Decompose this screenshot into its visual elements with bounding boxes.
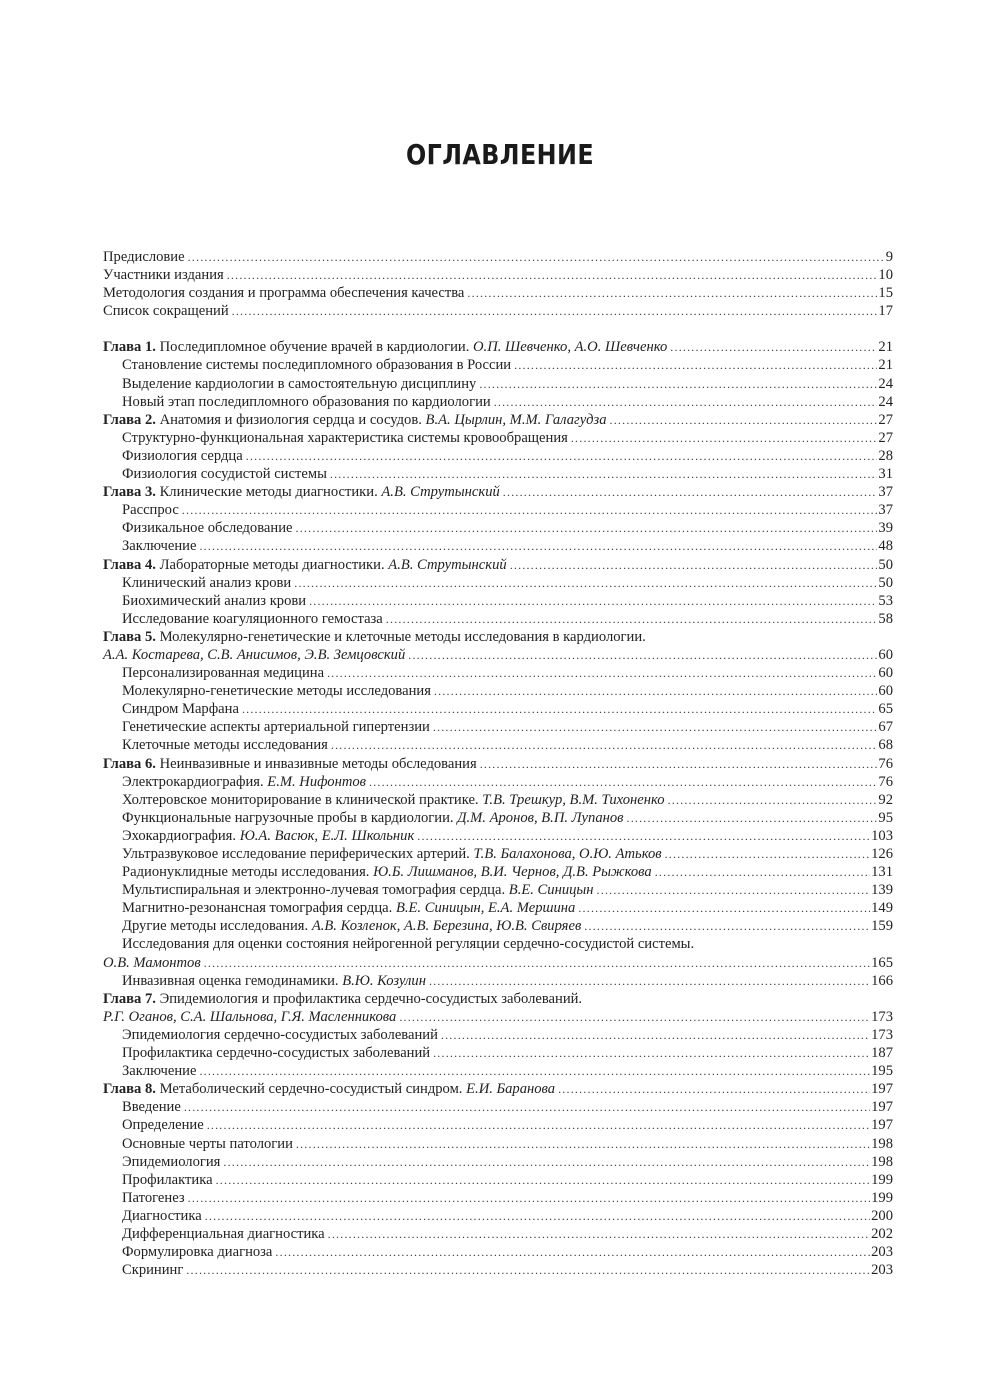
section-entry[interactable]: Профилактика ..... 199 [103, 1171, 893, 1189]
chapter-authors: Е.И. Баранова [466, 1081, 556, 1098]
page-number: 24 [878, 375, 893, 392]
chapter-authors: О.П. Шевченко, А.О. Шевченко [473, 339, 668, 356]
section-authors: Т.В. Балахонова, О.Ю. Атьков [473, 846, 662, 862]
section-entry[interactable]: Физиология сердца ..... 28 [103, 447, 893, 465]
page-number: 60 [878, 646, 893, 663]
section-entry[interactable]: Эхокардиография. Ю.А. Васюк, Е.Л. Школьник ..... 103 [103, 827, 893, 845]
page-number: 197 [871, 1117, 893, 1134]
section-entry[interactable]: Новый этап последипломного образования по кардиологии ..... 24 [103, 393, 893, 411]
dot-leader [205, 1207, 870, 1225]
section-authors: Ю.Б. Лишманов, В.И. Чернов, Д.В. Рыжкова [373, 864, 652, 881]
section-entry[interactable]: Структурно-функциональная характеристика системы кровообращения ..... 27 [103, 429, 893, 447]
chapter-entry[interactable] [103, 755, 893, 773]
section-entry[interactable]: Физиология сосудистой системы ..... 31 [103, 465, 893, 483]
dot-leader [494, 393, 878, 411]
chapter-entry[interactable] [103, 411, 893, 429]
section-authors: Е.М. Нифонтов [267, 773, 367, 790]
table-of-contents [103, 248, 893, 1279]
page-number: 76 [878, 755, 893, 772]
section-entry[interactable]: Генетические аспекты артериальной гипертензии ..... 67 [103, 718, 893, 736]
section-entry[interactable]: Мультиспиральная и электронно-лучевая томография сердца. В.Е. Синицын ..... 139 [103, 881, 893, 899]
section-entry[interactable]: Основные черты патологии ..... 198 [103, 1135, 893, 1153]
section-entry[interactable]: Клеточные методы исследования ..... 68 [103, 736, 893, 754]
section-authors: О.В. Мамонтов [103, 954, 201, 971]
page-number: 159 [871, 918, 893, 935]
dot-leader [610, 411, 878, 429]
section-entry[interactable]: Биохимический анализ крови ..... 53 [103, 592, 893, 610]
dot-leader [188, 248, 885, 266]
dot-leader [479, 375, 877, 393]
section-entry[interactable]: Клинический анализ крови ..... 50 [103, 574, 893, 592]
page-number: 197 [871, 1099, 893, 1116]
dot-leader [510, 556, 878, 574]
chapter-entry[interactable] [103, 1080, 893, 1098]
section-authors: В.Е. Синицын [508, 882, 594, 899]
chapter-label: Глава 1. [103, 339, 156, 356]
dot-leader [223, 1153, 870, 1171]
chapter-label: Глава 3. [103, 484, 156, 501]
page-number: 37 [878, 502, 893, 519]
dot-leader [199, 537, 877, 555]
dot-leader [417, 827, 870, 845]
section-entry[interactable]: Диагностика ..... 200 [103, 1207, 893, 1225]
dot-leader [232, 302, 878, 320]
toc-entry[interactable]: Методология создания и программа обеспечения качества ..... 15 [103, 284, 893, 302]
chapter-label: Глава 4. [103, 556, 156, 573]
page-number: 203 [871, 1262, 893, 1279]
dot-leader [578, 899, 870, 917]
page-number: 21 [878, 339, 893, 356]
chapter-label: Глава 6. [103, 755, 156, 772]
page-number: 165 [871, 954, 893, 971]
section-entry[interactable]: Радионуклидные методы исследования. Ю.Б. Лишманов, В.И. Чернов, Д.В. Рыжкова ..... 131 [103, 863, 893, 881]
dot-leader [558, 1080, 870, 1098]
dot-leader [369, 773, 877, 791]
page-number: 10 [878, 267, 893, 284]
chapter-authors: А.А. Костарева, С.В. Анисимов, Э.В. Земцовский [103, 646, 406, 663]
dot-leader [199, 1062, 870, 1080]
dot-leader [480, 755, 878, 773]
page-number: 68 [878, 737, 893, 754]
section-entry[interactable]: Заключение ..... 48 [103, 537, 893, 555]
page-number: 60 [878, 665, 893, 682]
page-number: 48 [878, 538, 893, 555]
chapter-entry[interactable] [103, 556, 893, 574]
dot-leader [433, 718, 878, 736]
page-number: 27 [878, 429, 893, 446]
page-number: 131 [871, 864, 893, 881]
page-number: 199 [871, 1189, 893, 1206]
dot-leader [207, 1116, 870, 1134]
chapter-title: Метаболический сердечно-сосудистый синдром. [159, 1081, 463, 1098]
page-number: 197 [871, 1081, 893, 1098]
chapter-authors: А.В. Струтынский [381, 484, 500, 501]
page-title: ОГЛАВЛЕНИЕ [405, 138, 595, 171]
page-number: 199 [871, 1171, 893, 1188]
page-number: 76 [878, 773, 893, 790]
section-entry[interactable]: Скрининг ..... 203 [103, 1261, 893, 1279]
page-number: 202 [871, 1225, 893, 1242]
page-number: 24 [878, 393, 893, 410]
section-entry[interactable]: Молекулярно-генетические методы исследования ..... 60 [103, 682, 893, 700]
section-entry[interactable]: Определение ..... 197 [103, 1116, 893, 1134]
page-number: 166 [871, 972, 893, 989]
page-number: 50 [878, 556, 893, 573]
toc-entry[interactable]: Участники издания ..... 10 [103, 266, 893, 284]
dot-leader [655, 863, 870, 881]
page-number: 198 [871, 1153, 893, 1170]
dot-leader [309, 592, 877, 610]
section-entry[interactable]: Введение ..... 197 [103, 1098, 893, 1116]
dot-leader [296, 1135, 870, 1153]
chapter-authors: Р.Г. Оганов, С.А. Шальнова, Г.Я. Масленникова [103, 1008, 397, 1025]
dot-leader [296, 519, 878, 537]
section-entry[interactable]: Магнитно-резонансная томография сердца. В.Е. Синицын, Е.А. Мершина ..... 149 [103, 899, 893, 917]
section-authors: А.В. Козленок, А.В. Березина, Ю.В. Свиряев [311, 918, 582, 935]
dot-leader [584, 917, 870, 935]
dot-leader [434, 682, 877, 700]
dot-leader [331, 736, 878, 754]
section-authors: Д.М. Аронов, В.П. Лупанов [457, 809, 624, 826]
dot-leader [665, 845, 871, 863]
dot-leader [668, 791, 878, 809]
dot-leader [186, 1261, 870, 1279]
section-entry[interactable]: Профилактика сердечно-сосудистых заболеваний ..... 187 [103, 1044, 893, 1062]
page-number: 103 [871, 827, 893, 844]
page-number: 28 [878, 447, 893, 464]
dot-leader [204, 954, 870, 972]
section-authors: В.Ю. Козулин [342, 972, 426, 989]
dot-leader [503, 483, 878, 501]
section-entry[interactable]: Дифференциальная диагностика ..... 202 [103, 1225, 893, 1243]
page-number: 139 [871, 882, 893, 899]
chapter-entry[interactable] [103, 338, 893, 356]
section-entry[interactable]: Исследование коагуляционного гемостаза ..... 58 [103, 610, 893, 628]
section-authors: Ю.А. Васюк, Е.Л. Школьник [239, 827, 415, 844]
dot-leader [275, 1243, 870, 1261]
dot-leader [188, 1189, 870, 1207]
dot-leader [399, 1008, 870, 1026]
dot-leader [182, 501, 878, 519]
dot-leader [246, 447, 878, 465]
section-authors: Т.В. Трешкур, В.М. Тихоненко [482, 791, 665, 808]
dot-leader [227, 266, 878, 284]
dot-leader [597, 881, 871, 899]
page-number: 37 [878, 484, 893, 501]
dot-leader [670, 338, 877, 356]
page-number: 195 [871, 1063, 893, 1080]
dot-leader [242, 700, 877, 718]
chapter-entry[interactable] [103, 628, 893, 646]
dot-leader [408, 646, 877, 664]
section-entry[interactable]: Электрокардиография. Е.М. Нифонтов ..... 76 [103, 773, 893, 791]
page-number: 53 [878, 592, 893, 609]
page-number: 15 [878, 285, 893, 302]
section-entry[interactable]: Эпидемиология сердечно-сосудистых заболеваний ..... 173 [103, 1026, 893, 1044]
section-entry[interactable]: Инвазивная оценка гемодинамики. В.Ю. Козулин ..... 166 [103, 972, 893, 990]
section-entry[interactable]: Формулировка диагноза ..... 203 [103, 1243, 893, 1261]
dot-leader [441, 1026, 870, 1044]
chapter-entry[interactable] [103, 483, 893, 501]
page-number: 58 [878, 610, 893, 627]
page-number: 60 [878, 683, 893, 700]
page-number: 17 [878, 303, 893, 320]
chapter-entry-continued[interactable] [103, 646, 893, 664]
toc-entry[interactable]: Список сокращений ..... 17 [103, 302, 893, 320]
section-entry[interactable]: Выделение кардиологии в самостоятельную дисциплину ..... 24 [103, 375, 893, 393]
chapter-title: Клинические методы диагностики. [159, 484, 378, 501]
chapter-authors: А.В. Струтынский [388, 556, 507, 573]
chapter-title: Эпидемиология и профилактика сердечно-сосудистых заболеваний. [159, 990, 583, 1007]
dot-leader [429, 972, 870, 990]
section-authors: В.Е. Синицын, Е.А. Мершина [395, 900, 576, 917]
section-entry[interactable]: Заключение ..... 195 [103, 1062, 893, 1080]
section-entry[interactable]: Физикальное обследование ..... 39 [103, 519, 893, 537]
chapter-authors: В.А. Цырлин, М.М. Галагудза [425, 411, 607, 428]
page-number: 67 [878, 719, 893, 736]
page-number: 198 [871, 1135, 893, 1152]
chapter-label: Глава 5. [103, 628, 156, 645]
chapter-title: Неинвазивные и инвазивные методы обследования [159, 755, 477, 772]
page-number: 65 [878, 701, 893, 718]
section-entry-continued[interactable] [103, 954, 893, 972]
page-number: 21 [878, 357, 893, 374]
chapter-title: Лабораторные методы диагностики. [159, 556, 385, 573]
chapter-entry-continued[interactable] [103, 1008, 893, 1026]
chapter-title: Молекулярно-генетические и клеточные методы исследования в кардиологии. [159, 628, 646, 645]
dot-leader [467, 284, 877, 302]
dot-leader [627, 809, 878, 827]
dot-leader [184, 1098, 870, 1116]
dot-leader [328, 1225, 870, 1243]
chapter-title: Последипломное обучение врачей в кардиологии. [159, 339, 470, 356]
section-entry[interactable]: Холтеровское мониторирование в клинической практике. Т.В. Трешкур, В.М. Тихоненко ..... 92 [103, 791, 893, 809]
section-entry[interactable]: Персонализированная медицина ..... 60 [103, 664, 893, 682]
chapter-title: Анатомия и физиология сердца и сосудов. [159, 411, 422, 428]
section-entry[interactable]: Становление системы последипломного образования в России ..... 21 [103, 356, 893, 374]
page-number: 39 [878, 520, 893, 537]
dot-leader [216, 1171, 871, 1189]
section-entry[interactable]: Патогенез ..... 199 [103, 1189, 893, 1207]
page-number: 173 [871, 1026, 893, 1043]
page-number: 27 [878, 411, 893, 428]
dot-leader [514, 356, 877, 374]
dot-leader [386, 610, 878, 628]
dot-leader [330, 465, 878, 483]
section-entry[interactable]: Эпидемиология ..... 198 [103, 1153, 893, 1171]
chapter-label: Глава 2. [103, 411, 156, 428]
chapter-label: Глава 8. [103, 1081, 156, 1098]
dot-leader [571, 429, 878, 447]
page-number: 173 [871, 1008, 893, 1025]
toc-entry[interactable]: Предисловие ..... 9 [103, 248, 893, 266]
page-number: 31 [878, 466, 893, 483]
dot-leader [294, 574, 877, 592]
section-entry[interactable]: Другие методы исследования. А.В. Козленок, А.В. Березина, Ю.В. Свиряев ..... 159 [103, 917, 893, 935]
section-entry[interactable]: Функциональные нагрузочные пробы в кардиологии. Д.М. Аронов, В.П. Лупанов ..... 95 [103, 809, 893, 827]
section-entry[interactable]: Синдром Марфана ..... 65 [103, 700, 893, 718]
page-number: 187 [871, 1045, 893, 1062]
page-number: 200 [871, 1207, 893, 1224]
dot-leader [327, 664, 877, 682]
page-number: 126 [871, 846, 893, 862]
page-number: 92 [878, 791, 893, 808]
section-entry[interactable]: Исследования для оценки состояния нейрогенной регуляции сердечно-сосудистой системы. [122, 936, 695, 953]
section-entry[interactable]: Ультразвуковое исследование периферических артерий. Т.В. Балахонова, О.Ю. Атьков ..... 126 [103, 845, 893, 863]
page-number: 149 [871, 900, 893, 917]
page-number: 9 [885, 249, 893, 265]
section-entry[interactable]: Расспрос ..... 37 [103, 501, 893, 519]
dot-leader [433, 1044, 870, 1062]
chapter-entry[interactable] [103, 990, 893, 1008]
page-number: 95 [878, 809, 893, 826]
page-number: 203 [871, 1244, 893, 1261]
chapter-label: Глава 7. [103, 990, 156, 1007]
page-number: 50 [878, 574, 893, 591]
